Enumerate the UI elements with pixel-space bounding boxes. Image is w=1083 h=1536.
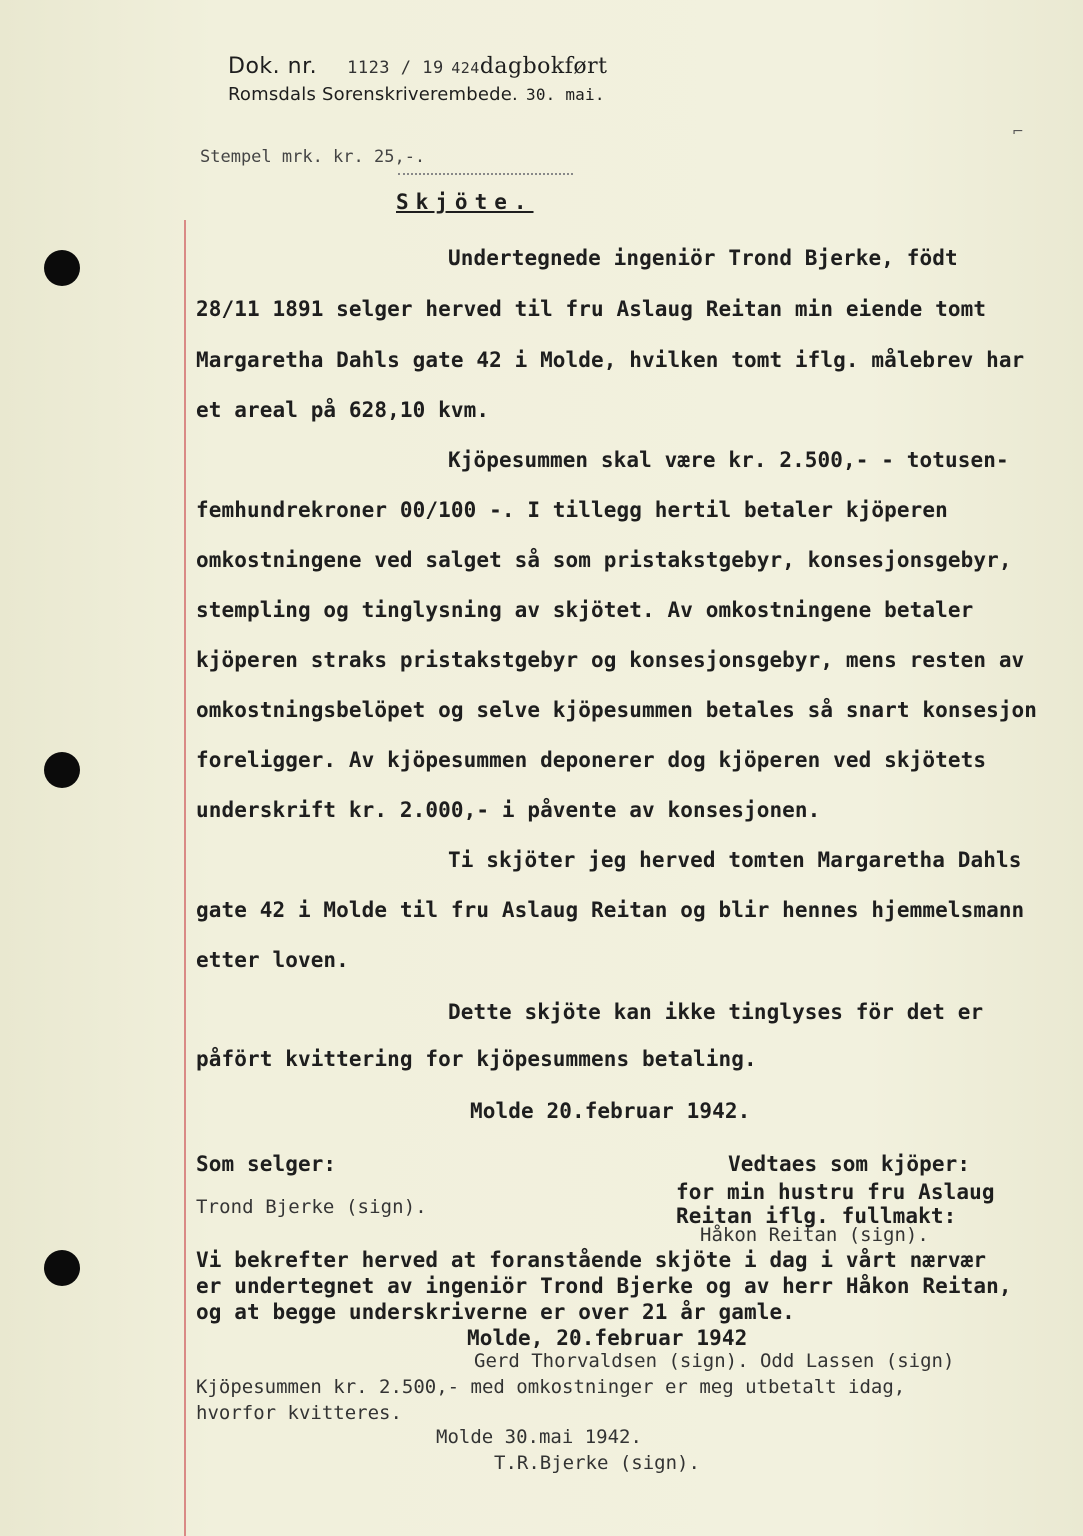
stamp-note: Stempel mrk. kr. 25,-. <box>200 147 426 167</box>
body-line: påfört kvittering for kjöpesummens betaling. <box>196 1047 757 1071</box>
dotted-separator <box>398 173 573 175</box>
seller-heading: Som selger: <box>196 1152 337 1176</box>
pencil-mark: ⌐ <box>1012 124 1024 140</box>
doc-number-line <box>228 54 608 79</box>
doc-year-suffix: 424 <box>451 59 480 77</box>
receipt-line: Kjöpesummen kr. 2.500,- med omkostninger er meg utbetalt idag, <box>196 1376 906 1398</box>
body-line: Kjöpesummen skal være kr. 2.500,- - totusen- <box>448 448 1009 472</box>
place-date-line: Molde 20.februar 1942. <box>470 1099 751 1123</box>
office-line <box>228 84 605 105</box>
witness-line: og at begge underskriverne er over 21 år gamle. <box>196 1300 795 1324</box>
receipt-signature: T.R.Bjerke (sign). <box>494 1452 700 1474</box>
witness-line: Vi bekrefter herved at foranstående skjöte i dag i vårt nærvær <box>196 1248 987 1272</box>
body-line: underskrift kr. 2.000,- i påvente av konsesjonen. <box>196 798 821 822</box>
witness-line: er undertegnet av ingeniör Trond Bjerke og av herr Håkon Reitan, <box>196 1274 1012 1298</box>
witness-place-date: Molde, 20.februar 1942 <box>467 1326 748 1350</box>
receipt-place-date: Molde 30.mai 1942. <box>436 1426 642 1448</box>
body-line: gate 42 i Molde til fru Aslaug Reitan og blir hennes hjemmelsmann <box>196 898 1025 922</box>
body-line: 28/11 1891 selger herved til fru Aslaug Reitan min eiende tomt <box>196 297 987 321</box>
body-line: omkostningsbelöpet og selve kjöpesummen betales så snart konsesjon <box>196 698 1038 722</box>
body-line: Dette skjöte kan ikke tinglyses för det er <box>448 1000 984 1024</box>
body-line: Undertegnede ingeniör Trond Bjerke, födt <box>448 246 958 270</box>
buyer-line: Vedtaes som kjöper: <box>728 1152 971 1176</box>
buyer-line: for min hustru fru Aslaug <box>676 1180 995 1204</box>
registration-date: 30. mai. <box>525 85 605 104</box>
body-line: kjöperen straks pristakstgebyr og konsesjonsgebyr, mens resten av <box>196 648 1025 672</box>
doc-label: Dok. nr. <box>228 54 318 79</box>
punch-hole <box>44 752 80 788</box>
punch-hole <box>44 250 80 286</box>
body-line: etter loven. <box>196 948 349 972</box>
buyer-signature: Håkon Reitan (sign). <box>700 1224 929 1246</box>
body-line: Margaretha Dahls gate 42 i Molde, hvilken tomt iflg. målebrev har <box>196 348 1025 372</box>
body-line: stempling og tinglysning av skjötet. Av omkostningene betaler <box>196 598 974 622</box>
buyer-line: Reitan iflg. fullmakt: <box>676 1204 957 1228</box>
margin-rule <box>184 220 186 1536</box>
seller-signature: Trond Bjerke (sign). <box>196 1196 427 1218</box>
body-line: foreligger. Av kjöpesummen deponerer dog kjöperen ved skjötets <box>196 748 987 772</box>
witness-signatures: Gerd Thorvaldsen (sign). Odd Lassen (sign) <box>474 1350 955 1372</box>
receipt-line: hvorfor kvitteres. <box>196 1402 402 1424</box>
document-title: Skjöte. <box>396 190 534 214</box>
body-line: femhundrekroner 00/100 -. I tillegg hertil betaler kjöperen <box>196 498 948 522</box>
doc-number: 1123 / 19 <box>347 58 444 78</box>
journal-stamp: dagbokført <box>479 54 608 79</box>
office-name: Romsdals Sorenskriverembede. <box>228 84 518 105</box>
body-line: et areal på 628,10 kvm. <box>196 398 490 422</box>
punch-hole <box>44 1250 80 1286</box>
body-line: omkostningene ved salget så som pristakstgebyr, konsesjonsgebyr, <box>196 548 1012 572</box>
body-line: Ti skjöter jeg herved tomten Margaretha Dahls <box>448 848 1022 872</box>
